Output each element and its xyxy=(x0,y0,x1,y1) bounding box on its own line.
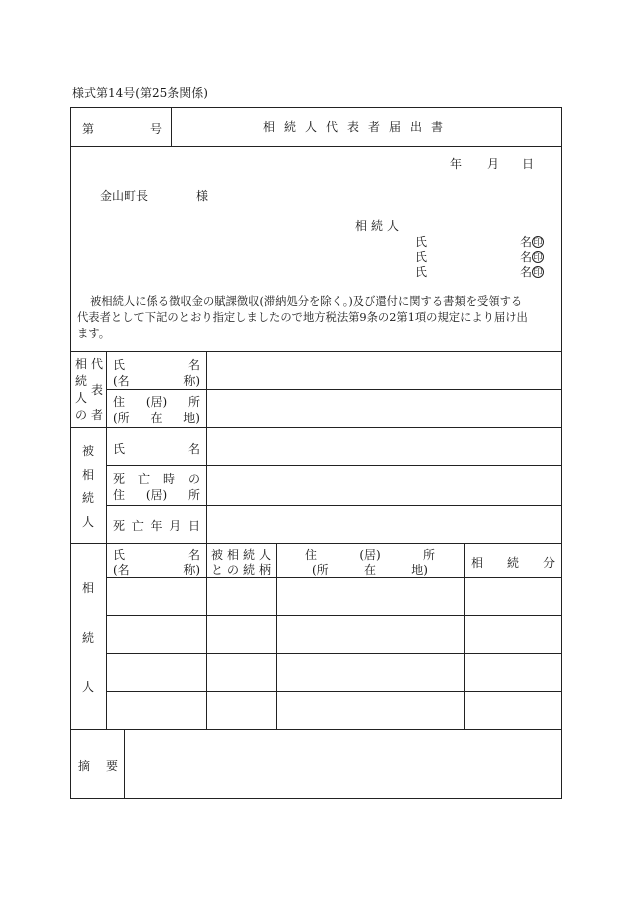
seal-icon: 印 xyxy=(533,238,543,248)
heirs-col-name-sub: (名 称) xyxy=(113,563,200,577)
decedent-label-char: 人 xyxy=(82,515,95,529)
rep-label-char: 表 xyxy=(91,383,104,397)
rep-label-char: の xyxy=(75,408,88,422)
date-year-label: 年 xyxy=(450,157,463,171)
divider xyxy=(171,107,172,146)
decedent-label-char: 相 xyxy=(82,468,95,482)
addressee-honorific: 様 xyxy=(196,189,209,203)
seal-icon: 印 xyxy=(533,268,543,278)
decedent-address-field[interactable] xyxy=(207,466,561,505)
remarks-label: 摘 要 xyxy=(78,759,118,773)
body-text-line: 被相続人に係る徴収金の賦課徴収(滞納処分を除く。)及び還付に関する書類を受領する xyxy=(90,295,523,308)
divider xyxy=(70,146,562,147)
rep-label-char: 人 xyxy=(75,391,88,405)
decedent-name-field[interactable] xyxy=(207,428,561,465)
remarks-field[interactable] xyxy=(125,730,561,798)
death-date-field[interactable] xyxy=(207,506,561,543)
rep-label-char: 相 xyxy=(75,357,88,371)
form-number-label: 様式第14号(第25条関係) xyxy=(72,86,208,100)
document-number-field[interactable]: 第 号 xyxy=(82,122,162,136)
heirs-col-address-sub: (所 在 地) xyxy=(312,563,428,577)
date-day-label: 日 xyxy=(522,157,535,171)
decedent-label-char: 被 xyxy=(82,444,95,458)
heirs-col-share: 相 続 分 xyxy=(471,556,555,570)
death-date-label: 死 亡 年 月 日 xyxy=(113,519,200,533)
heirs-col-address: 住 (居) 所 xyxy=(305,548,435,562)
page-title: 相続人代表者届出書 xyxy=(263,120,453,134)
body-text-line: ます。 xyxy=(77,327,110,340)
rep-label-char: 続 xyxy=(75,374,88,388)
table-row[interactable] xyxy=(107,692,561,729)
rep-name-field[interactable] xyxy=(207,352,561,389)
rep-label-char: 代 xyxy=(91,357,104,371)
heirs-label-char: 相 xyxy=(82,581,95,595)
rep-address-label: 住 (居) 所 xyxy=(113,395,200,409)
rep-name-sub-label: (名 称) xyxy=(113,374,200,388)
heirs-col-name: 氏 名 xyxy=(113,548,200,562)
heirs-col-relation-2: と の 続 柄 xyxy=(211,563,271,577)
rep-name-label: 氏 名 xyxy=(113,358,200,372)
applicant-heading: 相続人 xyxy=(355,219,404,233)
decedent-name-label: 氏 名 xyxy=(113,442,200,456)
heirs-label-char: 人 xyxy=(82,680,95,694)
addressee-name: 金山町長 xyxy=(100,189,149,203)
date-month-label: 月 xyxy=(487,157,500,171)
table-row[interactable] xyxy=(107,616,561,653)
rep-label-char: 者 xyxy=(91,408,104,422)
decedent-death-address-label-2: 住 (居) 所 xyxy=(113,488,200,502)
decedent-death-address-label: 死 亡 時 の xyxy=(113,472,200,486)
heirs-label-char: 続 xyxy=(82,631,95,645)
rep-address-sub-label: (所 在 地) xyxy=(113,411,200,425)
rep-address-field[interactable] xyxy=(207,390,561,427)
divider xyxy=(70,543,562,544)
seal-icon: 印 xyxy=(533,253,543,263)
decedent-label-char: 続 xyxy=(82,491,95,505)
table-row[interactable] xyxy=(107,654,561,691)
heirs-col-relation: 被 相 続 人 xyxy=(211,548,271,562)
table-row[interactable] xyxy=(107,578,561,615)
body-text-line: 代表者として下記のとおり指定しましたので地方税法第9条の2第1項の規定により届け出 xyxy=(77,311,528,324)
